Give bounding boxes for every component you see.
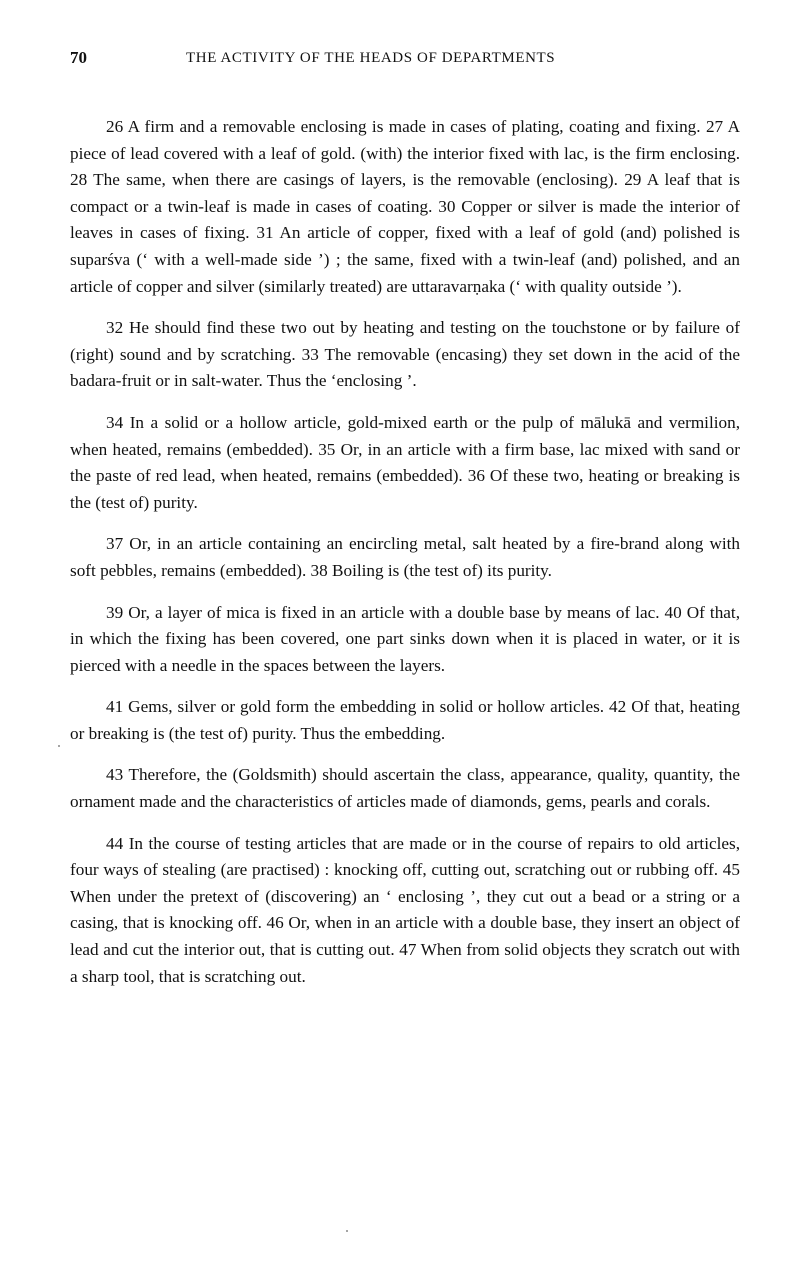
scan-speck: [58, 745, 60, 747]
body-text: [70, 114, 740, 1005]
paragraph-37-38: 37 Or, in an article containing an encircling metal, salt heated by a fire-brand along with soft pebbles, remains (embedded). 38 Boiling is (the test of) its purity.: [70, 534, 740, 580]
paragraph-39-40: 39 Or, a layer of mica is fixed in an article with a double base by means of lac. 40 Of that, in which the fixing has been covered, one part sinks down when it is placed in water, or it is pierced with a needle in the spaces between the layers.: [70, 602, 740, 675]
paragraph-34-36: 34 In a solid or a hollow article, gold-mixed earth or the pulp of mālukā and vermilion, when heated, remains (embedded). 35 Or, in an article with a firm base, lac mixed with sand or the paste of red lead, when heated, remains (embedded). 36 Of these two, heating or breaking is the (test of) purity.: [70, 412, 740, 512]
page-header: [70, 48, 730, 70]
paragraph-43: 43 Therefore, the (Goldsmith) should ascertain the class, appearance, quality, quantity, the ornament made and the characteristics of articles made of diamonds, gems, pearls and corals.: [70, 765, 740, 812]
paragraph-26-31: 26 A firm and a removable enclosing is made in cases of plating, coating and fixing. 27 A piece of lead covered with a leaf of gold. (with) the interior fixed with lac, is the firm enclosing. 28 The same, when there are casings of layers, is the removable (enclosing). 29 A leaf that is compact or a twin-leaf is made in cases of coating. 30 Copper or silver is made the interior of leaves in cases of fixing. 31 An article of copper, fixed with a leaf of gold (and) polished is suparśva (‘ with a well-made side ’) ; the same, fixed with a twin-leaf (and) polished, and an article of copper and silver (similarly treated) are uttaravarṇaka (‘ with quality outside ’).: [70, 117, 740, 296]
running-head: THE ACTIVITY OF THE HEADS OF DEPARTMENTS: [186, 50, 556, 66]
paragraph-44-47: 44 In the course of testing articles that are made or in the course of repairs to old articles, four ways of stealing (are practised) : knocking off, cutting out, scratching out or rubbing off. 45 When under the pretext of (discovering) an ‘ enclosing ’, they cut out a bead or a string or a casing, that is knocking off. 46 Or, when in an article with a double base, they insert an object of lead and cut the interior out, that is cutting out. 47 When from solid objects they scratch out with a sharp tool, that is scratching out.: [70, 833, 740, 986]
page-number: 70: [70, 48, 87, 67]
paragraph-32-33: 32 He should find these two out by heating and testing on the touchstone or by failure of (right) sound and by scratching. 33 The removable (encasing) they set down in the acid of the badara-fruit or in salt-water. Thus the ‘enclosing ’.: [70, 318, 740, 391]
paragraph-41-42: 41 Gems, silver or gold form the embedding in solid or hollow articles. 42 Of that, heating or breaking is (the test of) purity. Thus the embedding.: [70, 697, 740, 743]
scan-speck: [346, 1230, 348, 1232]
